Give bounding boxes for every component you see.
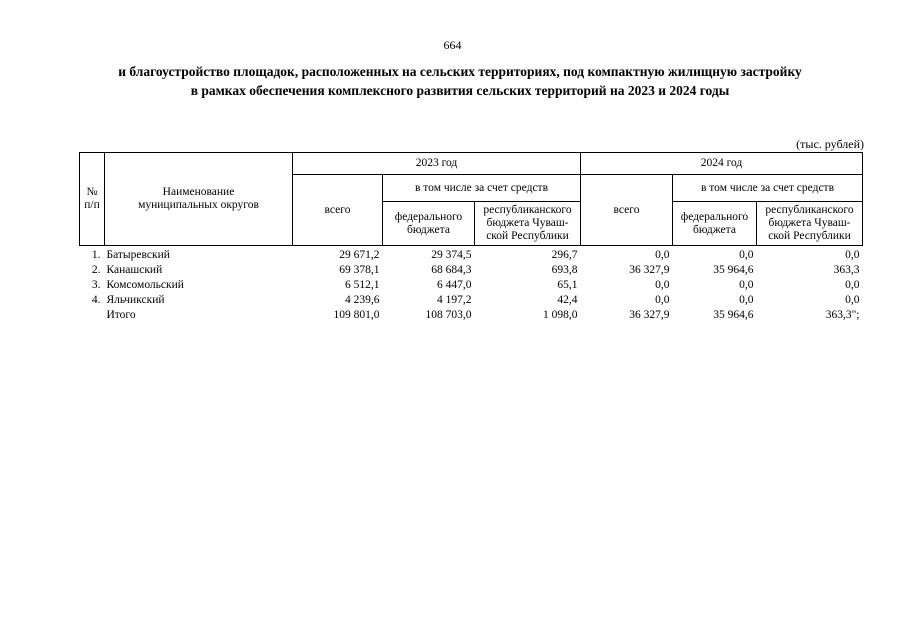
total-row <box>80 308 863 323</box>
row-total-2024: 0,0 <box>655 279 670 291</box>
header-year-2024: 2024 год <box>581 153 863 175</box>
row-total-2023: 69 378,1 <box>339 264 380 276</box>
row-total-2024: 0,0 <box>655 249 670 261</box>
row-no <box>80 308 105 323</box>
table-row <box>80 278 863 293</box>
row-federal-2024: 35 964,6 <box>713 309 754 321</box>
row-no: 2. <box>91 264 101 276</box>
row-name: Яльчикский <box>106 294 165 306</box>
header-federal-2024: федерального бюджета <box>673 202 757 246</box>
header-federal-2023: федерального бюджета <box>383 202 475 246</box>
header-total-2023: всего <box>293 175 383 246</box>
header-republic-2024: республиканского бюджета Чуваш- ской Республики <box>757 202 863 246</box>
row-total-2024: 36 327,9 <box>629 264 670 276</box>
row-name: Канашский <box>106 264 163 276</box>
row-republic-2023: 42,4 <box>557 294 578 306</box>
table-row <box>80 293 863 308</box>
row-federal-2024: 0,0 <box>739 249 754 261</box>
row-republic-2023: 1 098,0 <box>543 309 578 321</box>
row-no: 3. <box>91 279 101 291</box>
table-row <box>80 263 863 278</box>
row-no: 4. <box>91 294 101 306</box>
header-name: Наименование муниципальных округов <box>105 153 293 246</box>
row-republic-2023: 693,8 <box>551 264 578 276</box>
row-total-2023: 4 239,6 <box>345 294 380 306</box>
row-federal-2024: 35 964,6 <box>713 264 754 276</box>
header-incl-2024: в том числе за счет средств <box>673 175 863 202</box>
row-federal-2024: 0,0 <box>739 279 754 291</box>
row-republic-2024: 363,3 <box>833 264 860 276</box>
row-total-2024: 36 327,9 <box>629 309 670 321</box>
row-republic-2024: 363,3"; <box>825 309 860 321</box>
page-number: 664 <box>443 38 462 52</box>
row-total-2023: 29 671,2 <box>339 249 380 261</box>
row-name: Комсомольский <box>106 279 184 291</box>
header-year-2023: 2023 год <box>293 153 581 175</box>
row-republic-2024: 0,0 <box>845 249 860 261</box>
header-incl-2023: в том числе за счет средств <box>383 175 581 202</box>
row-total-2024: 0,0 <box>655 294 670 306</box>
header-republic-2023: республиканского бюджета Чуваш- ской Республики <box>475 202 581 246</box>
row-name: Итого <box>106 309 136 321</box>
unit-note: (тыс. рублей) <box>796 137 864 151</box>
document-title <box>60 62 860 100</box>
row-republic-2024: 0,0 <box>845 294 860 306</box>
row-federal-2023: 68 684,3 <box>431 264 472 276</box>
row-republic-2024: 0,0 <box>845 279 860 291</box>
row-total-2023: 109 801,0 <box>333 309 380 321</box>
header-no: № п/п <box>80 153 105 246</box>
budget-table <box>79 152 863 323</box>
row-federal-2023: 6 447,0 <box>437 279 472 291</box>
row-republic-2023: 65,1 <box>557 279 578 291</box>
row-republic-2023: 296,7 <box>551 249 578 261</box>
row-federal-2024: 0,0 <box>739 294 754 306</box>
table-row <box>80 246 863 264</box>
row-federal-2023: 4 197,2 <box>437 294 472 306</box>
title-line-2: в рамках обеспечения комплексного развития сельских территорий на 2023 и 2024 годы <box>190 83 730 98</box>
row-federal-2023: 29 374,5 <box>431 249 472 261</box>
row-federal-2023: 108 703,0 <box>425 309 472 321</box>
row-total-2023: 6 512,1 <box>345 279 380 291</box>
title-line-1: и благоустройство площадок, расположенных на сельских территориях, под компактную жилищную застройку <box>118 64 802 79</box>
header-total-2024: всего <box>581 175 673 246</box>
row-name: Батыревский <box>106 249 170 261</box>
row-no: 1. <box>91 249 101 261</box>
